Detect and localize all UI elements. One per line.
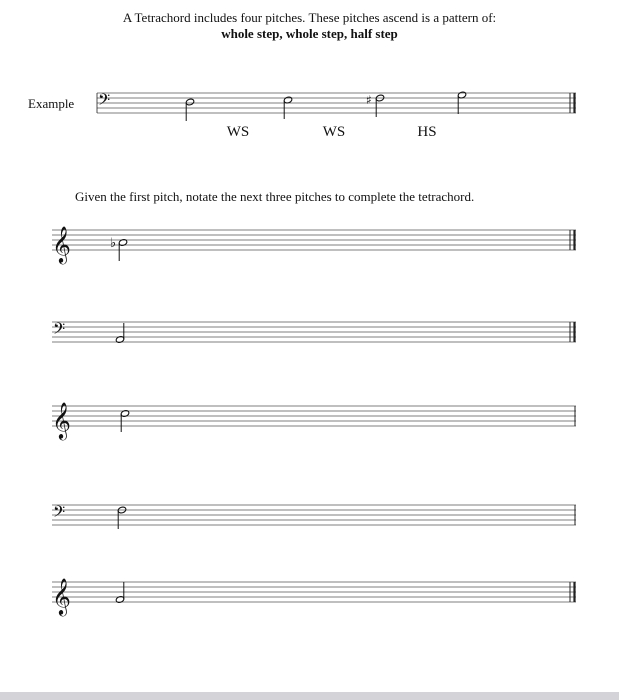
svg-text:𝄞: 𝄞 [52, 225, 71, 263]
step-label-2: WS [322, 124, 346, 140]
step-label-3: HS [417, 124, 437, 140]
svg-text:𝄞: 𝄞 [52, 401, 71, 439]
staff-lines [97, 93, 576, 113]
treble-clef-icon [52, 225, 71, 264]
svg-text:𝄢: 𝄢 [53, 503, 66, 525]
bass-clef-icon [98, 91, 110, 113]
example-staff [0, 90, 619, 126]
example-note-1 [185, 98, 194, 121]
example-note-4 [457, 91, 466, 114]
exercise-staff-2 [0, 312, 619, 352]
intro-text [0, 10, 619, 42]
sharp-icon: ♯ [366, 93, 372, 107]
intro-line-1: A Tetrachord includes four pitches. These pitches ascend is a pattern of: [122, 10, 497, 25]
example-note-3-sharp [366, 93, 385, 117]
svg-text:𝄢: 𝄢 [53, 320, 66, 342]
svg-text:𝄢: 𝄢 [98, 91, 111, 113]
exercise-staff-3 [0, 398, 619, 444]
svg-text:𝄞: 𝄞 [52, 577, 71, 615]
instruction-text: Given the first pitch, notate the next three pitches to complete the tetrachord. [75, 189, 475, 204]
treble-clef-icon [52, 401, 71, 440]
example-note-2 [283, 96, 292, 119]
footer-bar [0, 692, 619, 700]
exercise-staff-4 [0, 496, 619, 536]
intro-line-2: whole step, whole step, half step [221, 26, 398, 41]
exercise-staff-5 [0, 574, 619, 620]
flat-icon: ♭ [110, 236, 117, 251]
treble-clef-icon [52, 577, 71, 616]
exercise-5-given-note [115, 582, 124, 603]
bass-clef-icon [53, 503, 65, 525]
example-label: Example [28, 96, 75, 111]
exercise-4-given-note [117, 506, 126, 529]
bass-clef-icon [53, 320, 65, 342]
exercise-2-given-note [115, 323, 124, 343]
step-label-1: WS [226, 124, 250, 140]
exercise-staff-1 [0, 222, 619, 268]
